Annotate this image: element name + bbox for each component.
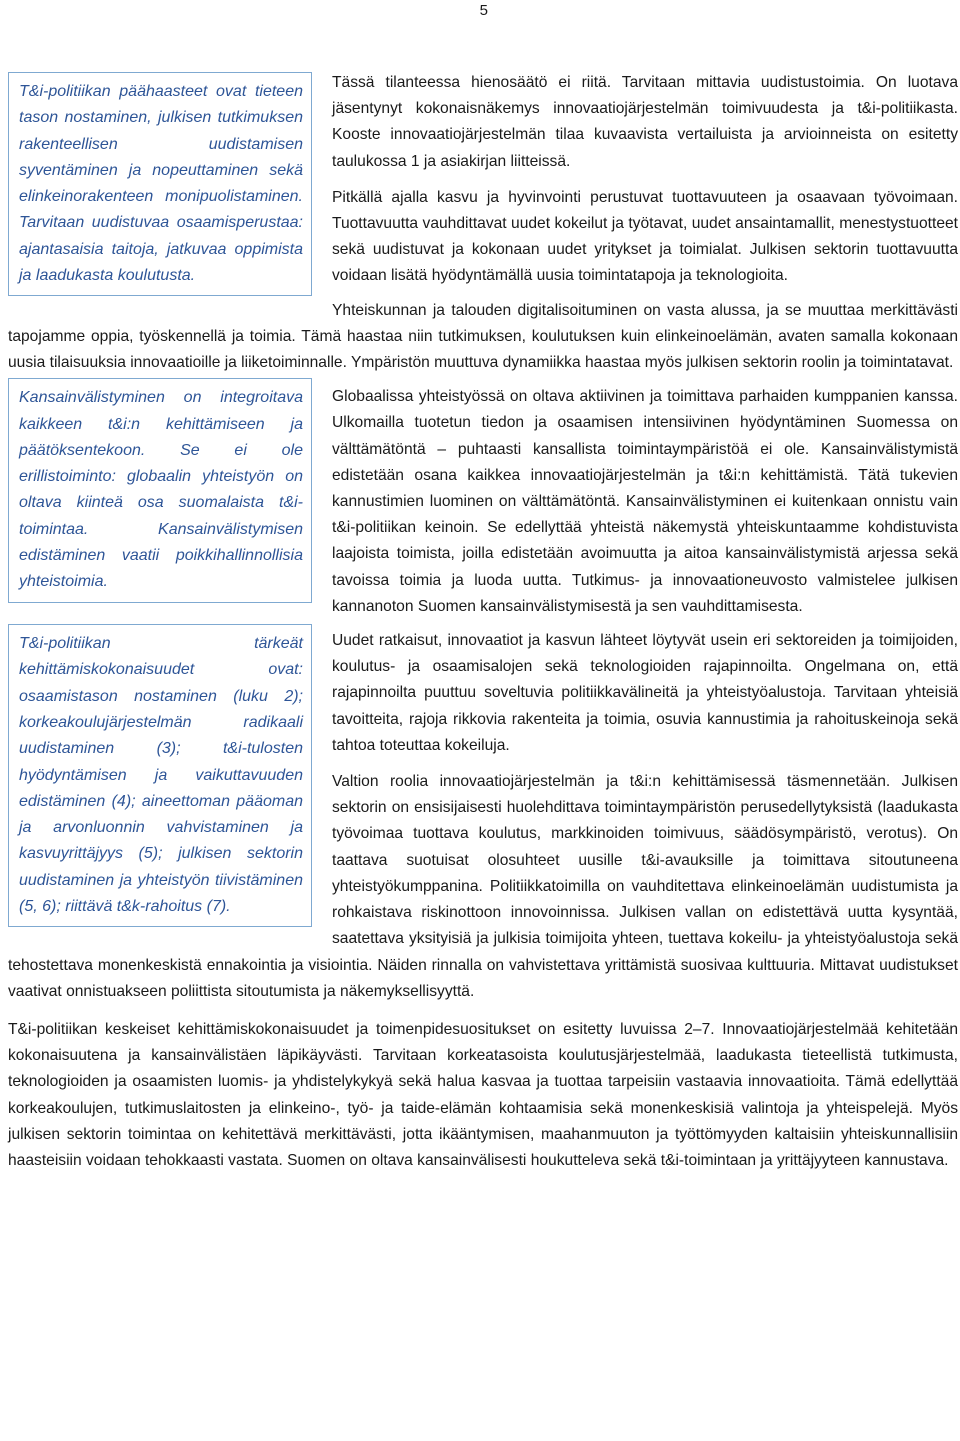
document-body [8, 70, 958, 1174]
paragraph-fine-tuning: Tässä tilanteessa hienosäätö ei riitä. Tarvitaan mittavia uudistustoimia. On luotava jäsentynyt kokonaisnäkemys innovaatiojärjestelmän toimivuudesta ja t&i-politiikasta. Kooste innovaatiojärjestelmän tilaa kuvaavista vertailuista ja arvioinneista on esitetty taulukossa 1 ja asiakirjan liitteissä. [332, 74, 958, 170]
page-number: 5 [479, 2, 488, 19]
paragraph-digitalisation: Yhteiskunnan ja talouden digitalisoituminen on vasta alussa, ja se muuttaa merkittävästi tapojamme oppia, työskennellä ja toimia. Tämä haastaa niin tutkimuksen, koulutuksen kuin elinkeinoelämän, avaten samalla kokonaan uusia tilaisuuksia innovaatioille ja liiketoiminnalle. Ympäristön muuttuva dynamiikka haastaa myös julkisen sektorin roolin ja toimintatavat. [8, 301, 958, 372]
highlight-box-main-challenges: T&i-politiikan päähaasteet ovat tieteen tason nostaminen, julkisen tutkimuksen rakenteellisen uudistamisen syventäminen ja nopeuttaminen sekä elinkeinorakenteen monipuolistaminen. Tarvitaan uudistuvaa osaamisperustaa: ajantasaisia taitoja, jatkuvaa oppimista ja laadukasta koulutusta. [8, 72, 312, 296]
paragraph-global-cooperation: Globaalissa yhteistyössä on oltava aktiivinen ja toimittava parhaiden kumppanien kanssa. Ulkomailla tuotetun tiedon ja osaamisen intensiivinen hyödyntäminen Suomessa on välttämätöntä – puhtaasti kansallista toimintaympäristöä ei ole. Kansainvälistymistä edistetään osana kaikkea innovaatiojärjestelmän ja t&i:n kehittämistä. Tätä tukevien kannustimien luominen on välttämätöntä. Kansainvälistyminen ei kuitenkaan onnistu vain t&i-politiikan keinoin. Se edellyttää yhteistä näkemystä yhteiskuntaamme kohdistuvista laajoista toimista, joilla edistetään avoimuutta ja aitoa kansainvälistymistä arjessa sekä tavoissa toimia ja luoda uutta. Tutkimus- ja innovaationeuvosto valmistelee julkisen kannanoton Suomen kansainvälistymisestä ja sen vauhdittamisesta. [332, 388, 958, 615]
paragraph-new-solutions: Uudet ratkaisut, innovaatiot ja kasvun lähteet löytyvät usein eri sektoreiden ja toimijoiden, koulutus- ja osaamisalojen sekä teknologioiden rajapinnoilta. Ongelmana on, että rajapinnoilta puuttuu soveltuvia politiikkavälineitä ja yhteistyöalustoja. Tarvitaan yhteisiä tavoitteita, rajoja rikkovia rakenteita ja toimia, osuvia kannustimia ja rahoituskeinoja sekä tahtoa toteuttaa kokeiluja. [332, 632, 958, 754]
highlight-box-development-areas: T&i-politiikan tärkeät kehittämiskokonaisuudet ovat: osaamistason nostaminen (luku 2); korkeakoulujärjestelmän radikaali uudistaminen (3); t&i-tulosten hyödyntämisen ja vaikuttavuuden edistäminen (4); aineettoman pääoman ja arvonluonnin vahvistaminen ja kasvuyrittäjyys (5); julkisen sektorin uudistaminen ja yhteistyön tiivistäminen (5, 6); riittävä t&k-rahoitus (7). [8, 624, 312, 927]
highlight-box-internationalisation: Kansainvälistyminen on integroitava kaikkeen t&i:n kehittämiseen ja päätöksentekoon. Se ei ole erillistoiminto: globaalin yhteistyön on oltava kiinteä osa suomalaista t&i-toimintaa. Kansainvälistymisen edistäminen vaatii poikkihallinnollisia yhteistoimia. [8, 378, 312, 602]
paragraph-productivity: Pitkällä ajalla kasvu ja hyvinvointi perustuvat tuottavuuteen ja osaavaan työvoimaan. Tuottavuutta vauhdittavat uudet kokeilut ja työtavat, uudet ansaintamallit, menestystuotteet sekä uudistuvat ja kokonaan uudet yritykset ja toimialat. Julkisen sektorin tuottavuutta voidaan lisätä hyödyntämällä uusia toimintatapoja ja teknologioita. [332, 188, 958, 285]
paragraph-key-development: T&i-politiikan keskeiset kehittämiskokonaisuudet ja toimenpidesuositukset on esitetty luvuissa 2–7. Innovaatiojärjestelmää kehitetään kokonaisuutena ja kansainvälistäen läpikäyvästi. Tarvitaan korkeatasoista koulutusjärjestelmää, laadukasta tieteellistä tutkimusta, teknologioiden ja osaamisten luomis- ja yhdistelykykyä sekä halua kasvaa ja tuottaa tarpeisiin vastaavia innovaatioita. Tämä edellyttää korkeakoulujen, tutkimuslaitosten ja elinkeino-, työ- ja taide-elämän kohtaamisia sekä monenkeskisiä valintoja ja yhteispelejä. Myös julkisen sektorin toimintaa on kehitettävä merkittävästi, jotta ikääntymisen, maahanmuuton ja työttömyyden kaltaisiin yhteiskunnallisiin haasteisiin voidaan tehokkaasti vastata. Suomen on oltava kansainvälisesti houkutteleva sekä t&i-toimintaan ja yrittäjyyteen kannustava. [8, 1020, 958, 1169]
paragraph-state-role: Valtion roolia innovaatiojärjestelmän ja t&i:n kehittämisessä täsmennetään. Julkisen sektorin on ensisijaisesti huolehdittava toimintaympäristön perusedellytyksistä (laadukasta työvoimaa tuottava koulutus, markkinoiden toimivuus, säädösympäristö, verotus). On taattava suotuisat olosuhteet uusille t&i-avauksille ja toimittava sitoutuneena yhteistyökumppanina. Politiikkatoimilla on vauhditettava elinkeinoelämän uudistumista ja rohkaistava riskinottoon innovoinnissa. Julkisen vallan on edistettävä uutta kysyntää, saatettava yksityisiä ja julkisia toimijoita yhteen, tuettava kokeilu- ja yhteistyöalustoja sekä tehostettava monenkeskistä ennakointia ja visiointia. Näiden rinnalla on vahvistettava yrittämistä suosivaa kulttuuria. Mittavat uudistukset vaativat onnistuakseen poliittista sitoutumista ja näkemyksellisyyttä. [8, 773, 958, 1000]
